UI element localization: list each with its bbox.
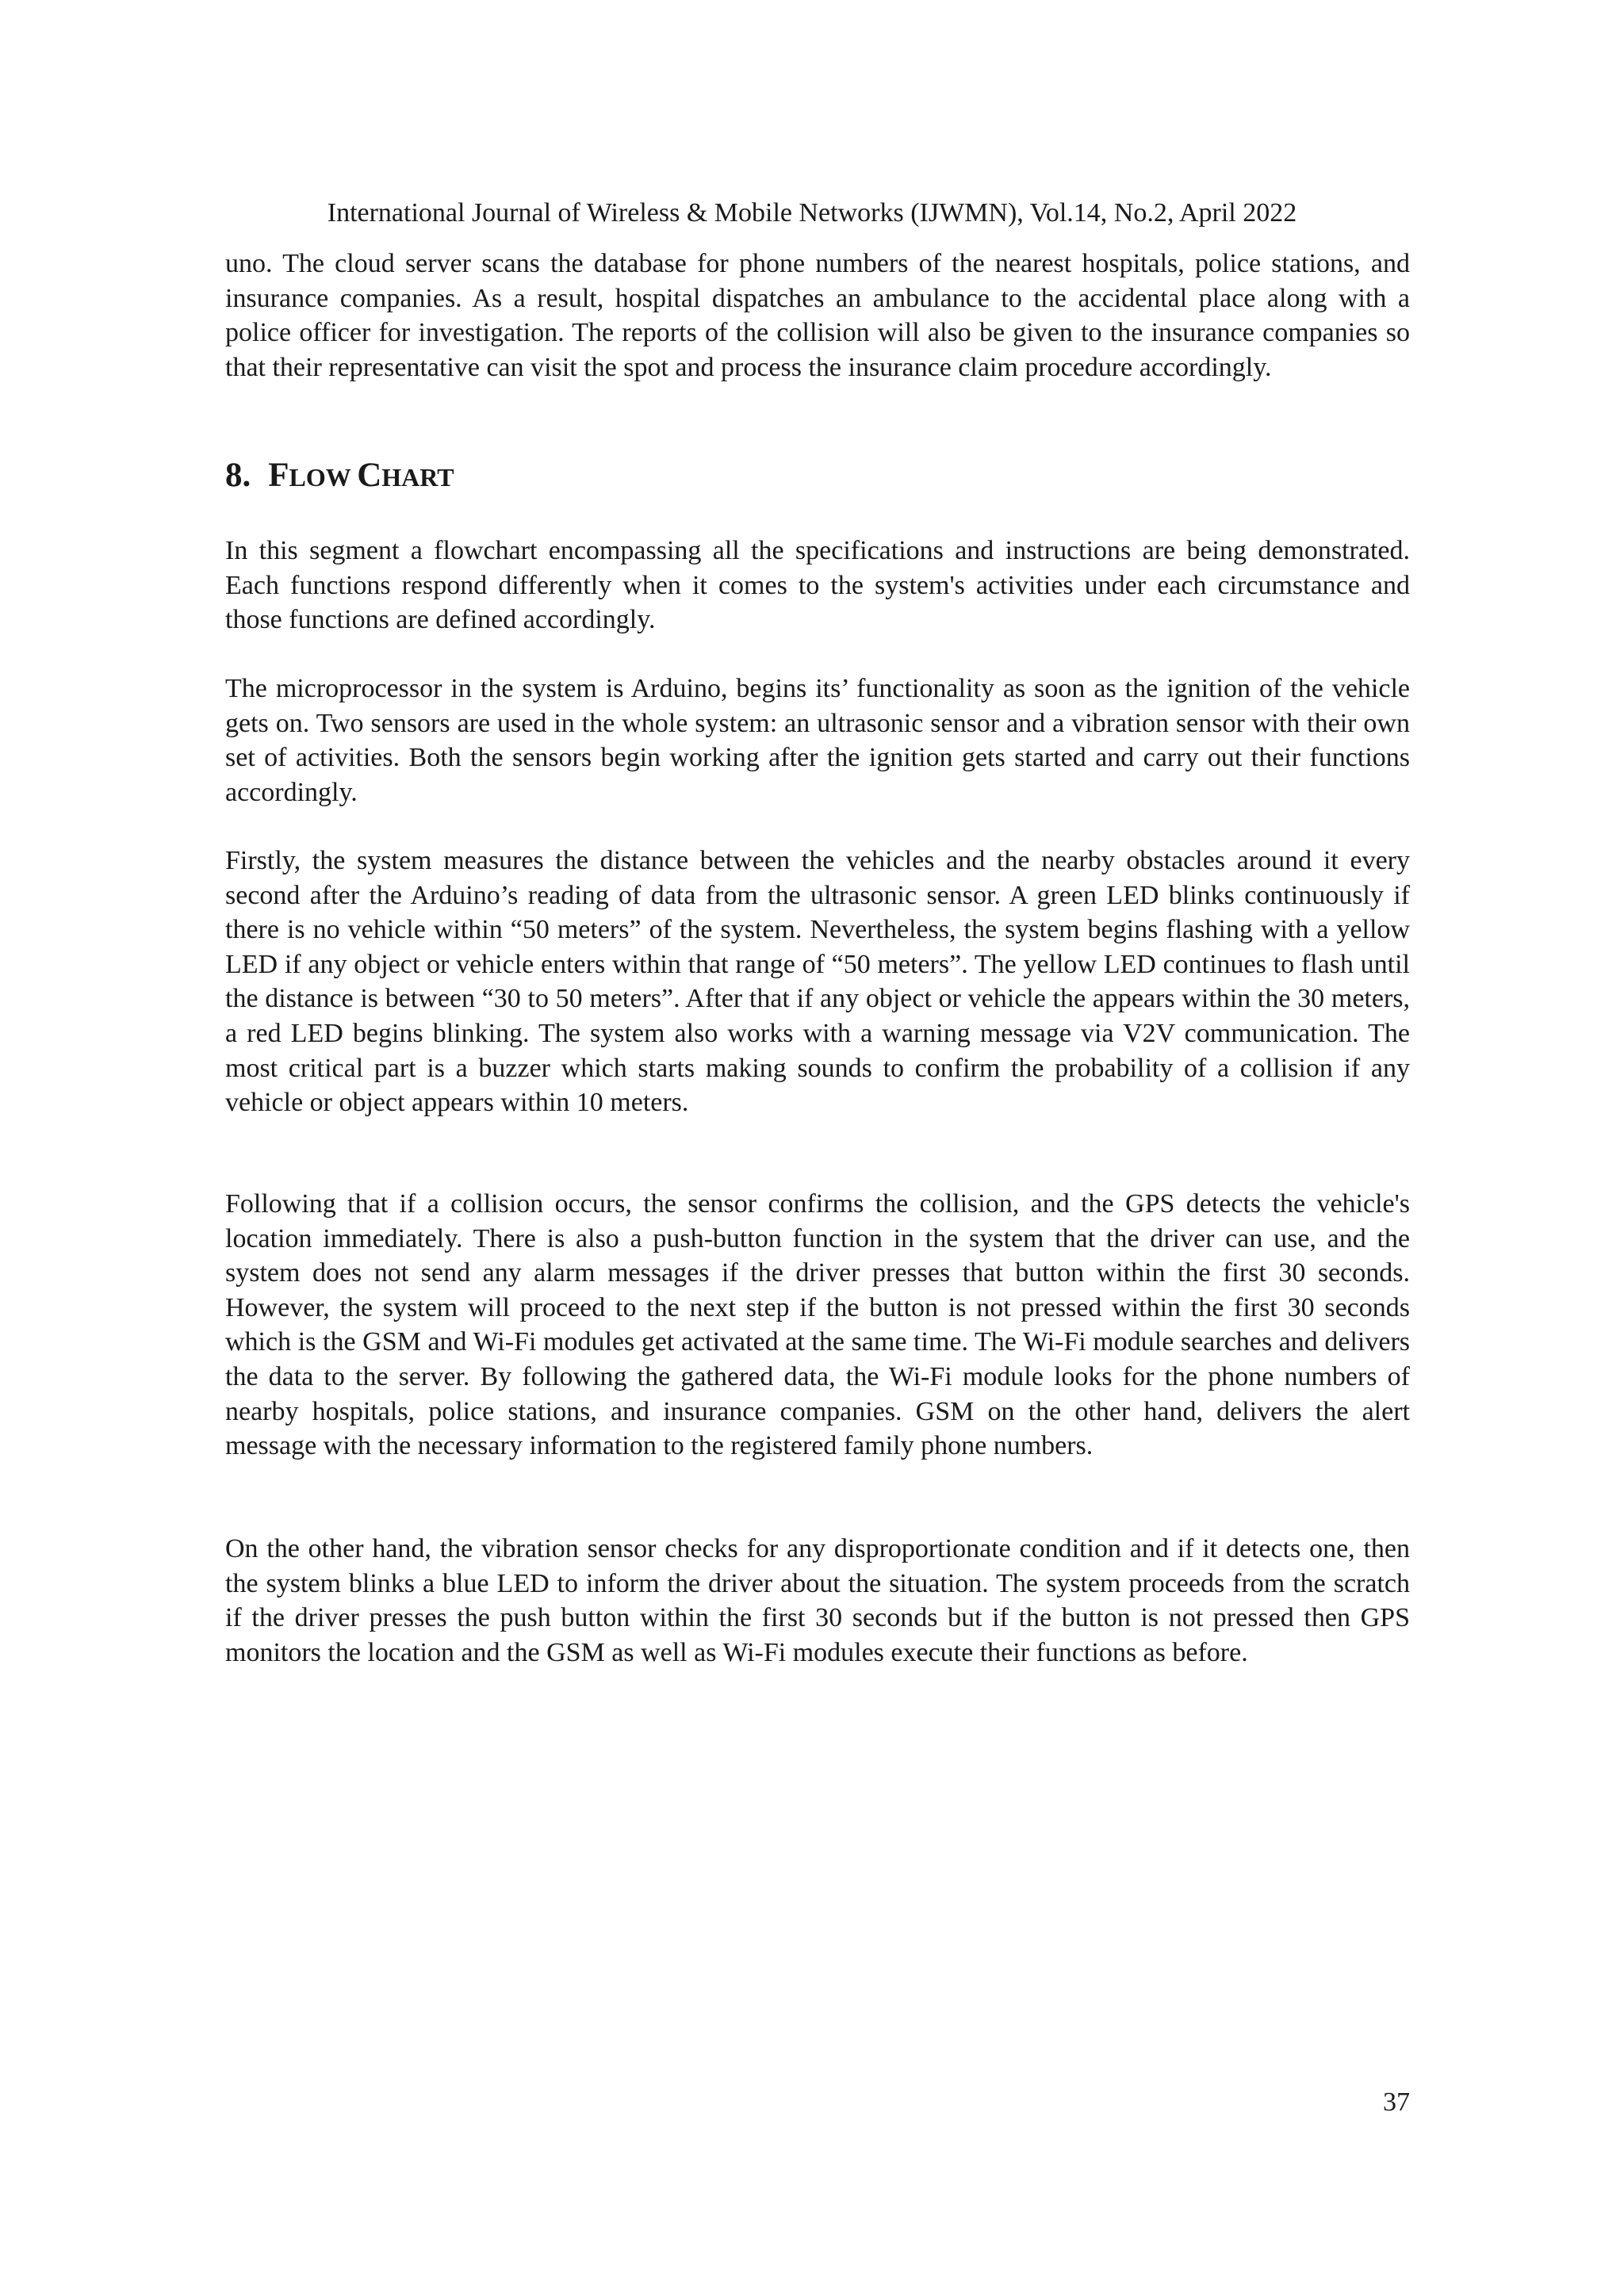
- paragraph-continuation: uno. The cloud server scans the database for phone numbers of the nearest hospitals, police stations, and insurance companies. As a result, hospital dispatches an ambulance to the accidental place along with a police officer for investigation. The reports of the collision will also be given to the insurance companies so that their representative can visit the spot and process the insurance claim procedure accordingly.: [225, 249, 1410, 382]
- section-title-initial-1: F: [268, 457, 289, 494]
- paragraph-vibration-sensor: On the other hand, the vibration sensor checks for any disproportionate condition and if it detects one, then the system blinks a blue LED to inform the driver about the situation. The system proceeds from the scratch if the driver presses the push button within the first 30 seconds but if the button is not pressed then GPS monitors the location and the GSM as well as Wi-Fi modules execute their functions as before.: [225, 1534, 1410, 1667]
- page-number: 37: [1383, 2087, 1410, 2117]
- paragraph-microprocessor: The microprocessor in the system is Arduino, begins its’ functionality as soon as the ignition of the vehicle gets on. Two sensors are used in the whole system: an ultrasonic sensor and a vibration sensor with their own set of activities. Both the sensors begin working after the ignition gets started and carry out their functions accordingly.: [225, 674, 1410, 807]
- section-heading: [225, 453, 454, 499]
- section-title-rest-2: HART: [381, 463, 454, 492]
- paragraph-collision-handling: Following that if a collision occurs, the sensor confirms the collision, and the GPS detects the vehicle's location immediately. There is also a push-button function in the system that the driver can use, and the system does not send any alarm messages if the driver presses that button within the first 30 seconds. However, the system will proceed to the next step if the button is not pressed within the first 30 seconds which is the GSM and Wi-Fi modules get activated at the same time. The Wi-Fi module searches and delivers the data to the server. By following the gathered data, the Wi-Fi module looks for the phone numbers of nearby hospitals, police stations, and insurance companies. GSM on the other hand, delivers the alert message with the necessary information to the registered family phone numbers.: [225, 1189, 1410, 1461]
- running-header: International Journal of Wireless & Mobile Networks (IJWMN), Vol.14, No.2, April 2022: [327, 198, 1297, 228]
- section-title-initial-2: C: [357, 457, 382, 494]
- section-number: 8.: [225, 457, 251, 494]
- paragraph-intro: In this segment a flowchart encompassing all the specifications and instructions are being demonstrated. Each functions respond differently when it comes to the system's activities under each circumstance and those functions are defined accordingly.: [225, 536, 1410, 635]
- section-title-rest-1: LOW: [289, 463, 358, 492]
- paragraph-distance-measurement: Firstly, the system measures the distance between the vehicles and the nearby obstacles around it every second after the Arduino’s reading of data from the ultrasonic sensor. A green LED blinks continuously if there is no vehicle within “50 meters” of the system. Nevertheless, the system begins flashing with a yellow LED if any object or vehicle enters within that range of “50 meters”. The yellow LED continues to flash until the distance is between “30 to 50 meters”. After that if any object or vehicle the appears within the 30 meters, a red LED begins blinking. The system also works with a warning message via V2V communication. The most critical part is a buzzer which starts making sounds to confirm the probability of a collision if any vehicle or object appears within 10 meters.: [225, 846, 1410, 1118]
